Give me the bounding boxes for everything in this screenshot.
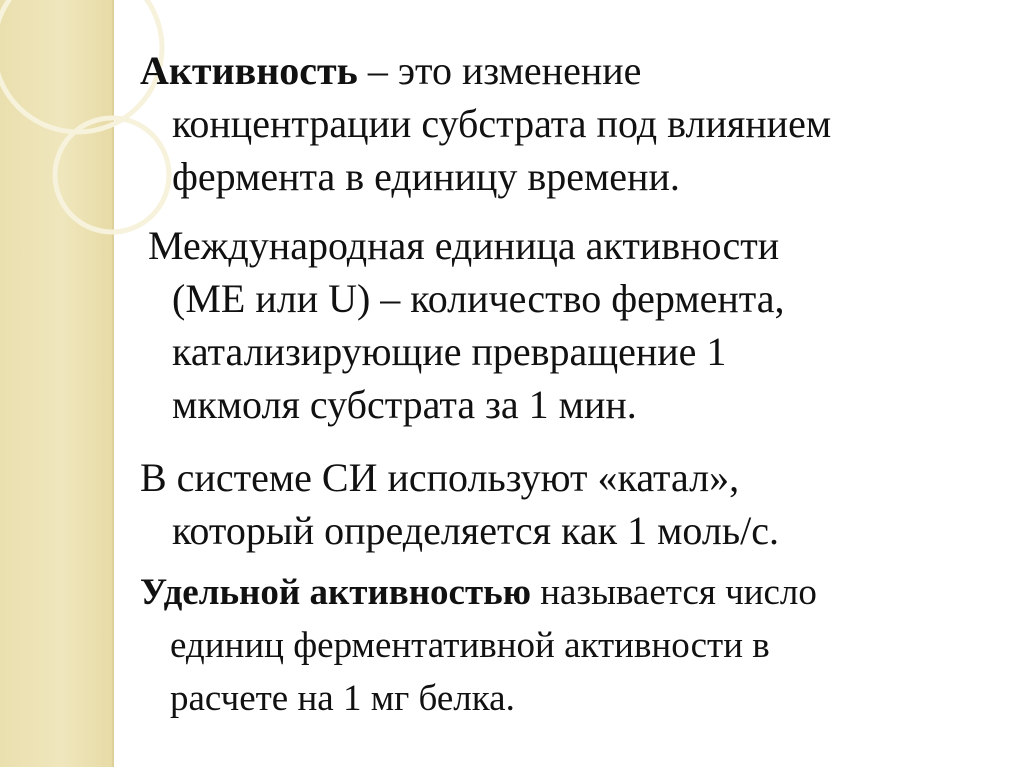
activity-line-3: фермента в единицу времени. bbox=[172, 154, 680, 199]
activity-line-2: концентрации субстрата под влиянием bbox=[172, 101, 832, 146]
activity-line-1-rest: – это изменение bbox=[357, 48, 642, 93]
activity-definition bbox=[140, 44, 831, 203]
international-unit-definition bbox=[148, 219, 785, 431]
specific-activity-definition bbox=[140, 566, 817, 725]
si-system-line-2: который определяется как 1 моль/с. bbox=[172, 508, 779, 553]
si-system-definition bbox=[140, 451, 779, 557]
specific-activity-term: Удельной активностью bbox=[140, 572, 531, 613]
specific-activity-line-3: расчете на 1 мг белка. bbox=[170, 678, 515, 719]
international-unit-line-1: Международная единица активности bbox=[148, 223, 780, 268]
activity-line-1 bbox=[140, 44, 831, 97]
international-unit-line-2: (МЕ или U) – количество фермента, bbox=[172, 276, 785, 321]
specific-activity-line-1-rest: называется число bbox=[531, 572, 817, 613]
international-unit-line-4: мкмоля субстрата за 1 мин. bbox=[172, 382, 637, 427]
si-system-line-1: В системе СИ используют «катал», bbox=[140, 455, 740, 500]
specific-activity-line-1 bbox=[140, 566, 817, 619]
activity-term: Активность bbox=[140, 48, 358, 93]
international-unit-line-3: катализирующие превращение 1 bbox=[172, 329, 727, 374]
specific-activity-line-2: единиц ферментативной активности в bbox=[170, 625, 770, 666]
